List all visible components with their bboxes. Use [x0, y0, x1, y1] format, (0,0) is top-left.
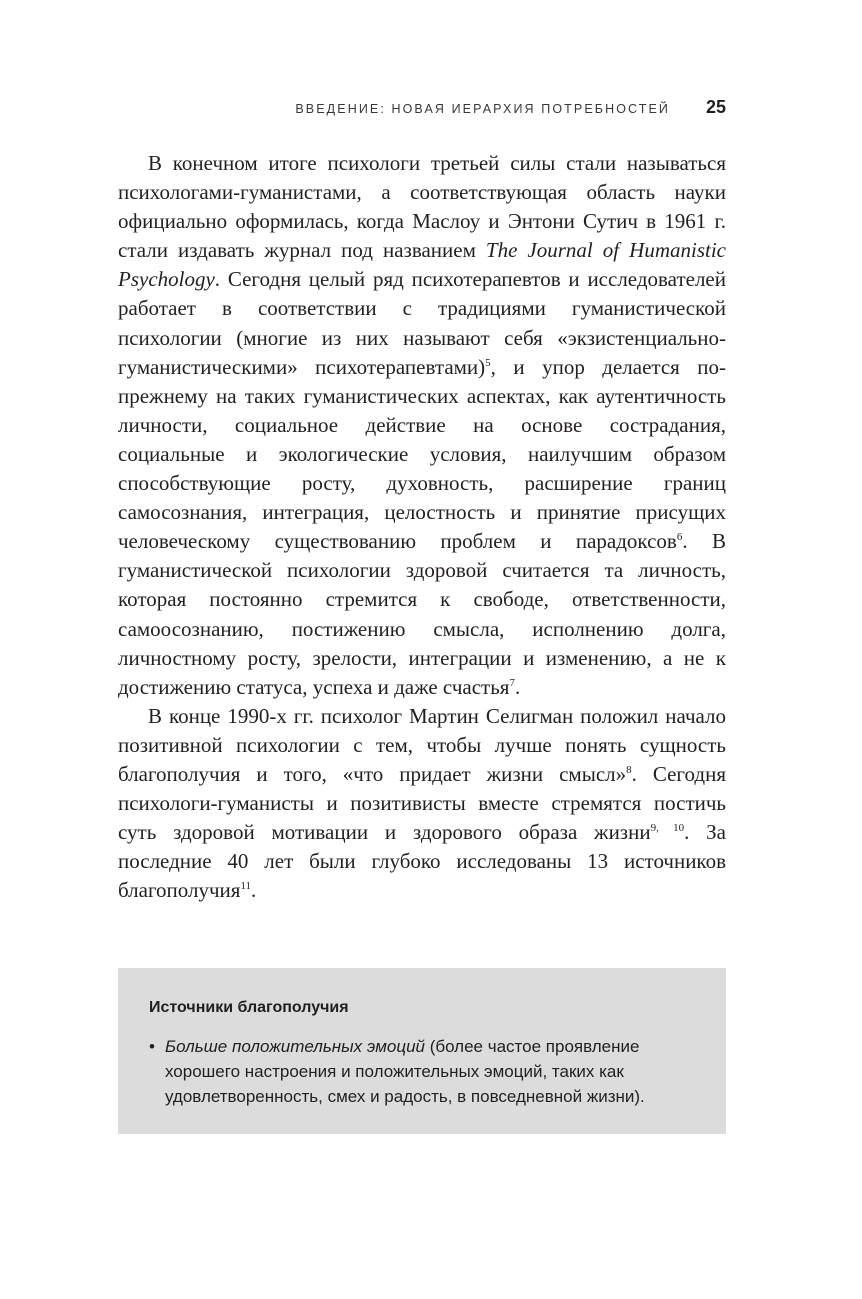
footnote-ref[interactable]: 7	[509, 676, 515, 689]
paragraph	[118, 702, 726, 906]
footnote-ref[interactable]: 11	[240, 880, 252, 893]
paragraph-text: . За последние 40 лет были глубоко исследованы 13 источников благополучия	[118, 820, 727, 903]
footnote-ref[interactable]: 8	[626, 763, 632, 776]
paragraph	[118, 149, 726, 702]
footnote-ref[interactable]: 9, 10	[650, 822, 685, 835]
list-item	[149, 1034, 696, 1109]
paragraph-text: .	[514, 674, 521, 699]
page-number: 25	[705, 97, 726, 117]
sources-sidebar	[118, 968, 726, 1134]
paragraph-text: . В гуманистической психологии здоровой считается та личность, которая постоянно стремится к свободе, ответственности, самоосознанию, постижению смысла, исполнению долга, личностному росту, зрелости, интеграции и изменению, а не к достижению статуса, успеха и даже счастья	[118, 529, 726, 699]
paragraph-text: , и упор делается по-прежнему на таких гуманистических аспектах, как аутентичность личности, социальное действие на основе сострадания, социальные и экологические условия, наилучшим образом способствующие росту, духовность, расширение границ самосознания, интеграция, целостность и принятие присущих человеческому существованию проблем и парадоксов	[118, 354, 727, 554]
paragraph-text: . Сегодня целый ряд психотерапевтов и исследователей работает в соответствии с традициями гуманистической психологии (многие из них называют себя «экзистенциально-гуманистическими» психотерапевтами)	[118, 267, 726, 379]
main-text	[118, 149, 726, 905]
paragraph-text: .	[251, 878, 257, 903]
list-item-text: (более частое проявление хорошего настроения и положительных эмоций, таких как удовлетворенность, смех и радость, в повседневной жизни).	[165, 1037, 645, 1106]
bullet-icon: •	[149, 1037, 155, 1056]
paragraph-text: В конечном итоге психологи третьей силы стали называться психологами-гуманистами, а соответствующая область науки официально оформилась, когда Маслоу и Энтони Сутич в 1961 г. стали издавать журнал под названием	[118, 151, 726, 263]
journal-title: The Journal of Humanistic Psychology	[118, 238, 726, 292]
paragraph-text: В конце 1990-х гг. психолог Мартин Селигман положил начало позитивной психологии с тем, чтобы лучше понять сущность благополучия и того, «что придает жизни смысл»	[118, 703, 726, 786]
footnote-ref[interactable]: 5	[485, 356, 491, 369]
list-item-emphasis: Больше положительных эмоций	[165, 1037, 425, 1056]
sidebar-title: Источники благополучия	[149, 999, 349, 1016]
footnote-ref[interactable]: 6	[676, 531, 683, 544]
running-header	[118, 97, 726, 123]
running-title: ВВЕДЕНИЕ: НОВАЯ ИЕРАРХИЯ ПОТРЕБНОСТЕЙ	[295, 102, 670, 116]
paragraph-text: . Сегодня психологи-гуманисты и позитивисты вместе стремятся постичь суть здоровой мотивации и здорового образа жизни	[118, 761, 726, 845]
